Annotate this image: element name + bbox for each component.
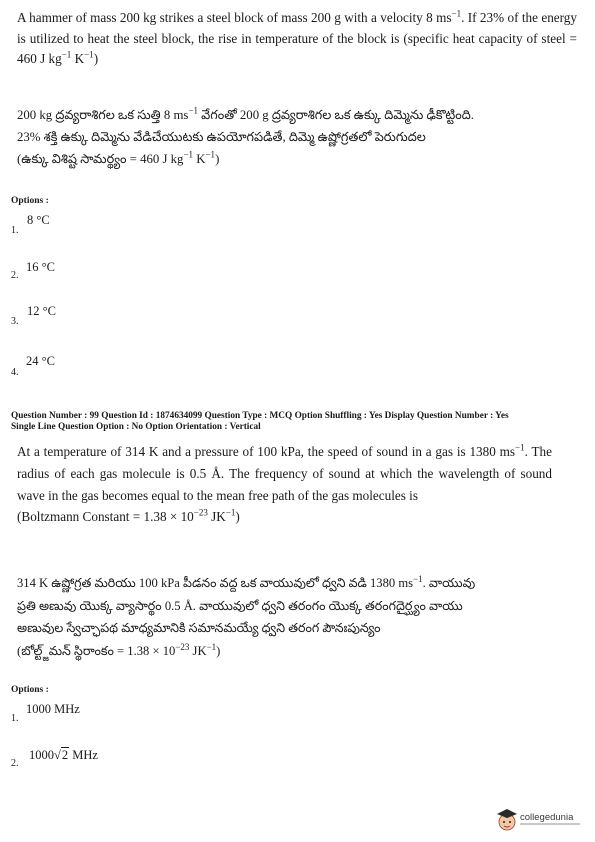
superscript: −1 [205, 149, 216, 160]
question-meta-line: Question Number : 99 Question Id : 1874634099 Question Type : MCQ Option Shuffling : Yes Display Question Number : Yes [11, 411, 509, 421]
option-value-suffix: MHz [69, 748, 98, 762]
superscript: −23 [193, 508, 208, 518]
superscript: −1 [61, 49, 72, 60]
option-number: 4. [11, 367, 19, 378]
q2-en-part: JK [207, 509, 226, 525]
superscript: −1 [451, 8, 462, 19]
q1-en-part: ) [93, 51, 99, 66]
q1-te-part: వేగంతో 200 g ద్రవ్యరాశిగల ఒక ఉక్కు దిమ్మెను ఢీకొట్టింది. [197, 108, 474, 122]
q2-te-part: ) [216, 643, 221, 658]
q2-te-part: అణువుల స్వేచ్ఛాపథ మాధ్యమానికి సమానమయ్యే ధ్వని తరంగ పౌనఃపున్యం [17, 621, 381, 635]
q1-en-part: A hammer of mass 200 kg strikes a steel block of mass 200 g with a velocity 8 ms [17, 10, 452, 25]
q2-en-part: At a temperature of 314 K and a pressure of 100 kPa, the speed of sound in a gas is 1380 ms [17, 444, 516, 459]
question-text-telugu [17, 104, 577, 170]
option-value[interactable]: 8 °C [27, 213, 50, 227]
question-text-english [17, 8, 577, 70]
option-number: 1. [11, 225, 19, 236]
option-value-prefix: 1000 [29, 748, 54, 762]
superscript: −1 [206, 641, 217, 652]
sqrt-symbol: √2 [54, 748, 69, 762]
superscript: −23 [175, 641, 190, 652]
options-label: Options : [11, 685, 49, 695]
q1-te-part: ) [215, 152, 220, 166]
question-text-english [17, 441, 552, 528]
question-meta [11, 411, 586, 433]
q1-en-part: . If 23% of the energy is utilized to heat the steel block, the rise in temperature of the block is (specific heat capacity of steel = 460 J kg [17, 10, 577, 66]
q2-te-part: ప్రతి అణువు యొక్క వ్యాసార్థం 0.5 Å. వాయువులో ధ్వని తరంగం యొక్క తరంగదైర్ఘ్యం వాయు [17, 598, 463, 613]
superscript: −1 [413, 573, 423, 584]
q2-te-part: (బోల్ట్జ్‌మన్ స్థిరాంకం = 1.38 × 10 [17, 643, 176, 658]
q2-te-part: 314 K ఉష్ణోగ్రత మరియు 100 kPa పీడనం వద్ద ఒక వాయువులో ధ్వని వడి 1380 ms [17, 576, 414, 590]
q1-te-part: 200 kg ద్రవ్యరాశిగల ఒక సుత్తి 8 ms [17, 108, 189, 122]
superscript: −1 [84, 49, 94, 60]
superscript: −1 [188, 105, 198, 116]
q2-te-part: JK [189, 643, 207, 658]
superscript: −1 [183, 149, 194, 160]
question-text-telugu [17, 572, 577, 662]
option-number: 2. [11, 758, 19, 769]
q2-en-part: ) [235, 509, 240, 525]
collegedunia-logo [496, 808, 592, 832]
q1-te-part: 23% శక్తి ఉక్కు దిమ్మెను వేడిచేయుటకు ఉపయోగపడితే, దిమ్మె ఉష్ణోగ్రతలో పెరుగుదల [17, 130, 426, 144]
option-value[interactable]: 12 °C [27, 304, 56, 318]
q1-te-part: (ఉక్కు విశిష్ట సామర్థ్యం = 460 J kg [17, 152, 184, 166]
graduate-mascot-icon [496, 808, 518, 832]
superscript: −1 [225, 508, 236, 518]
q2-en-part: (Boltzmann Constant = 1.38 × 10 [17, 509, 194, 525]
brand-tagline-bar [520, 823, 580, 825]
option-number: 1. [11, 713, 19, 724]
q2-te-part: . వాయువు [422, 576, 476, 590]
q2-en-part: . The radius of each gas molecule is 0.5 Å. The frequency of sound at which the wavelength of sound wave in the gas becomes equal to the mean free path of the gas molecules is [17, 444, 552, 503]
option-value[interactable] [29, 748, 98, 763]
superscript: −1 [515, 442, 525, 453]
option-number: 2. [11, 270, 19, 281]
option-value[interactable]: 16 °C [26, 260, 55, 274]
option-number: 3. [11, 316, 19, 327]
options-label: Options : [11, 196, 49, 206]
q1-te-part: K [193, 152, 206, 166]
q1-en-part: K [71, 51, 85, 66]
option-value[interactable]: 1000 MHz [26, 702, 80, 716]
question-meta-line: Single Line Question Option : No Option Orientation : Vertical [11, 422, 261, 432]
option-value[interactable]: 24 °C [26, 354, 55, 368]
brand-name: collegedunia [520, 812, 574, 823]
sqrt-radicand: 2 [61, 748, 69, 762]
